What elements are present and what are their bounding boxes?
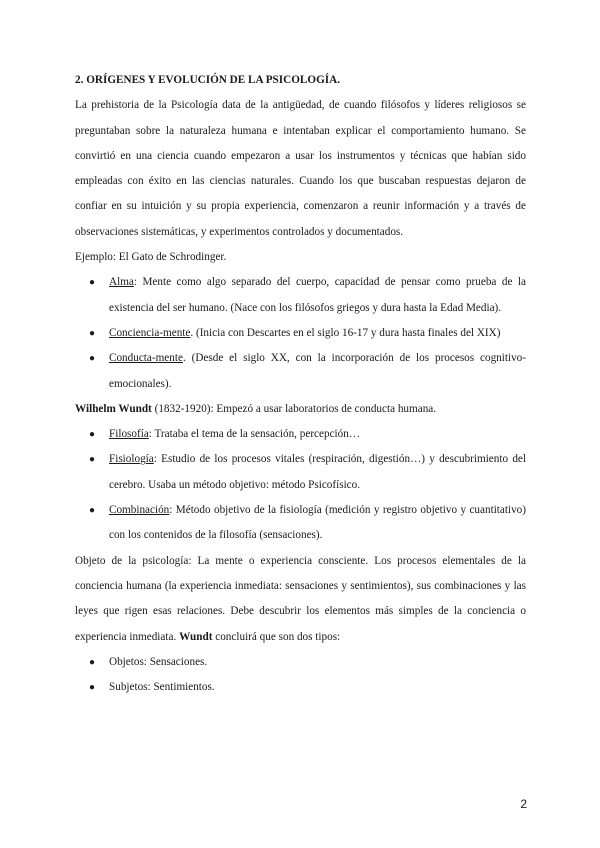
- eras-list: [75, 270, 526, 396]
- bullet-icon: ●: [89, 505, 96, 517]
- bullet-icon: ●: [89, 454, 96, 466]
- types-list: [75, 650, 526, 701]
- list-item-text: Objetos: Sensaciones.: [109, 655, 208, 668]
- list-item-text: : Mente como algo separado del cuerpo, capacidad de pensar como prueba de la existencia del ser humano. (Nace con los filósofos griegos y dura hasta la Edad Media).: [109, 276, 526, 314]
- example-line: Ejemplo: El Gato de Schrodinger.: [75, 251, 227, 264]
- list-item: [75, 498, 526, 549]
- bullet-icon: ●: [89, 682, 96, 694]
- intro-paragraph: La prehistoria de la Psicología data de la antigüedad, de cuando filósofos y líderes religiosos se preguntaban sobre la naturaleza humana e intentaban explicar el comportamiento humano. Se convirtió en una ciencia cuando empezaron a usar los instrumentos y técnicas que habían sido empleadas con éxito en las ciencias naturales. Cuando los que buscaban respuestas dejaron de confiar en su intuición y su propia experiencia, comenzaron a reunir información y a través de observaciones sistemáticas, y experimentos controlados y documentados.: [75, 99, 526, 238]
- wundt-list: [75, 422, 526, 548]
- list-item-term: Conciencia-mente: [109, 326, 191, 339]
- wundt-text: (1832-1920): Empezó a usar laboratorios de conducta humana.: [151, 402, 437, 415]
- bullet-icon: ●: [89, 353, 96, 365]
- bullet-icon: ●: [89, 327, 96, 339]
- list-item: [75, 447, 526, 498]
- list-item: [75, 650, 526, 675]
- object-paragraph: [75, 549, 526, 650]
- wundt-name: Wilhelm Wundt: [75, 402, 152, 415]
- list-item: [75, 675, 526, 700]
- list-item: [75, 346, 526, 397]
- page-number: 2: [520, 797, 527, 811]
- list-item-term: Conducta-mente: [109, 352, 183, 365]
- list-item: [75, 321, 526, 346]
- bullet-icon: ●: [89, 429, 96, 441]
- list-item-term: Alma: [109, 276, 134, 289]
- list-item-text: : Estudio de los procesos vitales (respiración, digestión…) y descubrimiento del cerebro. Usaba un método objetivo: método Psicofísico.: [109, 453, 526, 491]
- list-item-term: Fisiología: [109, 453, 154, 466]
- list-item-term: Filosofía: [109, 428, 149, 441]
- object-paragraph-text: Objeto de la psicología: La mente o experiencia consciente. Los procesos elementales de la conciencia humana (la experiencia inmediata: sensaciones y sentimientos), sus combinaciones y las leyes que rigen esas relaciones. Debe descubrir los elementos más simples de la conciencia o experiencia inmediata.: [75, 554, 526, 643]
- bullet-icon: ●: [89, 656, 96, 668]
- list-item: [75, 270, 526, 321]
- list-item-text: : Trataba el tema de la sensación, percepción…: [148, 428, 361, 441]
- page-content: [75, 68, 526, 700]
- list-item-text: . (Inicia con Descartes en el siglo 16-17 y dura hasta finales del XIX): [190, 326, 501, 339]
- bullet-icon: ●: [89, 277, 96, 289]
- list-item-term: Combinación: [109, 504, 170, 517]
- object-paragraph-end: concluirá que son dos tipos:: [212, 630, 341, 643]
- section-heading: 2. ORÍGENES Y EVOLUCIÓN DE LA PSICOLOGÍA.: [75, 74, 341, 86]
- wundt-line: [75, 397, 526, 422]
- list-item-text: . (Desde el siglo XX, con la incorporación de los procesos cognitivo-emocionales).: [109, 352, 526, 390]
- list-item: [75, 422, 526, 447]
- list-item-text: : Método objetivo de la fisiología (medición y registro objetivo y cuantitativo) con los contenidos de la filosofía (sensaciones).: [109, 504, 526, 542]
- object-paragraph-bold: Wundt: [179, 630, 213, 643]
- list-item-text: Subjetos: Sentimientos.: [109, 681, 215, 694]
